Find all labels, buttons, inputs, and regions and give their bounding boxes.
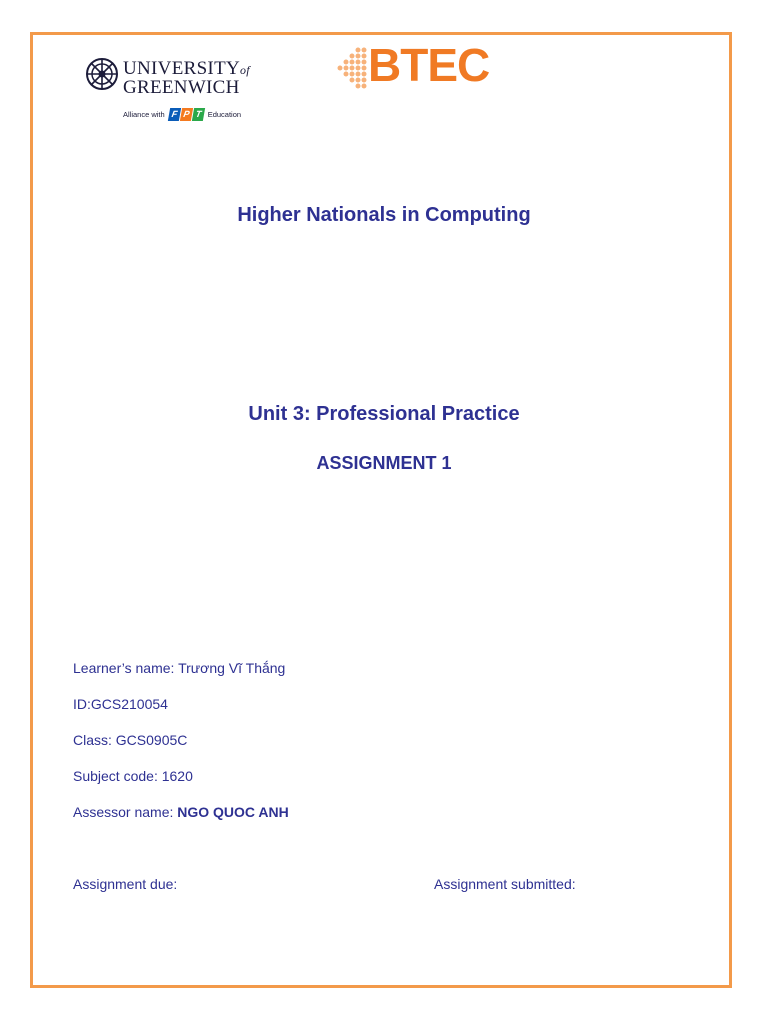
document-title: Higher Nationals in Computing — [237, 204, 531, 226]
page-border — [30, 32, 732, 988]
unit-title: Unit 3: Professional Practice — [248, 403, 520, 425]
learner-id: ID:GCS210054 — [73, 696, 168, 712]
university-of-greenwich-logo — [67, 46, 267, 138]
assignment-title: ASSIGNMENT 1 — [316, 453, 452, 473]
btec-dots-icon — [334, 46, 368, 90]
class-code: Class: GCS0905C — [73, 732, 188, 748]
university-wordmark-line1: UNIVERSITYof — [123, 58, 250, 79]
assignment-submitted-label: Assignment submitted: — [434, 876, 576, 892]
btec-wordmark: BTEC — [368, 39, 490, 91]
crest-icon — [85, 57, 119, 91]
subject-code: Subject code: 1620 — [73, 768, 193, 784]
btec-logo — [334, 39, 494, 98]
learner-name: Learner’s name: Trương Vĩ Thắng — [73, 660, 286, 676]
assignment-due-label: Assignment due: — [73, 876, 178, 892]
assessor-name: Assessor name: NGO QUOC ANH — [73, 804, 289, 820]
alliance-text: Alliance with F P T Education — [123, 109, 242, 119]
fpt-logo: F P T — [169, 108, 204, 121]
university-wordmark-line2: GREENWICH — [123, 77, 240, 98]
